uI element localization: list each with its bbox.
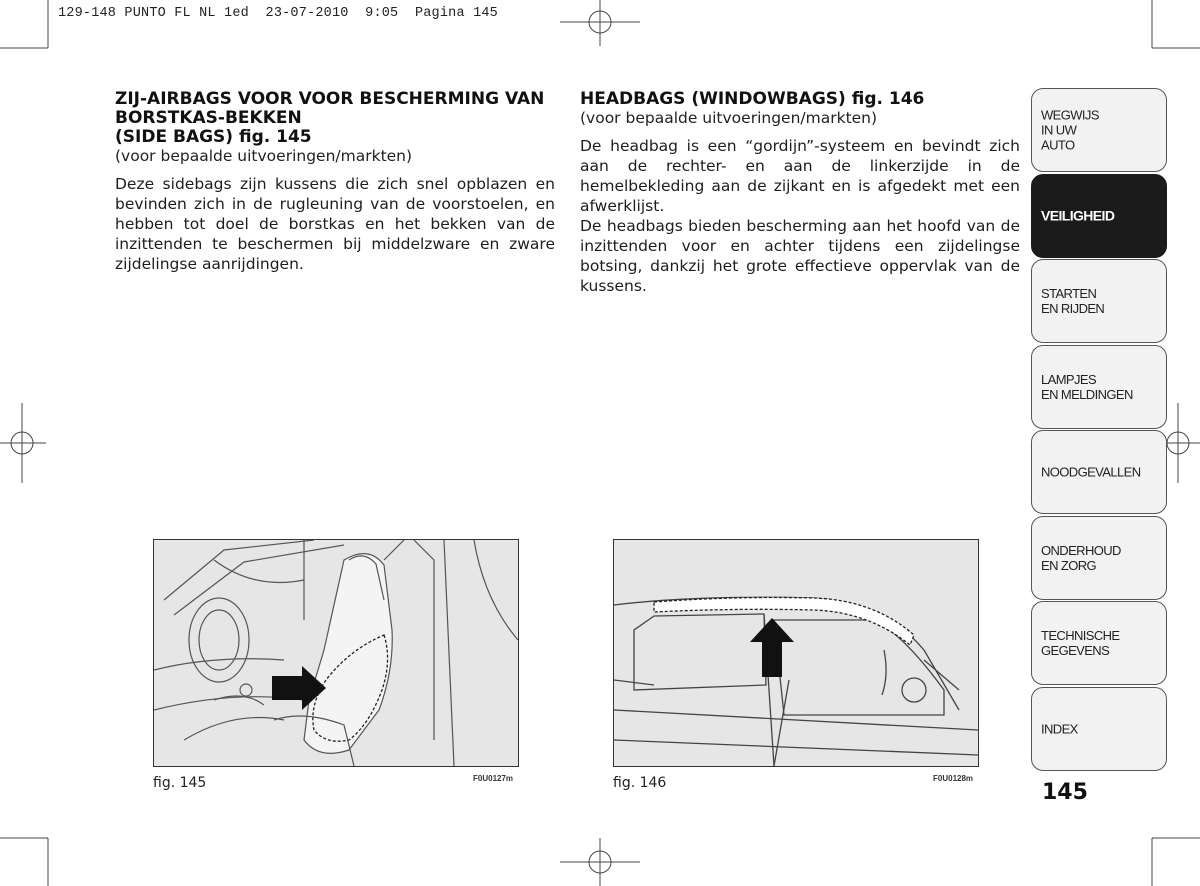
section-heading: ZIJ-AIRBAGS VOOR VOOR BESCHERMING VAN BORSTKAS-BEKKEN <box>115 89 545 128</box>
tab-onderhoud-en-zorg[interactable] <box>1031 516 1167 600</box>
section-heading-figref: (SIDE BAGS) fig. 145 <box>115 127 312 147</box>
tab-label: LAMPJES EN MELDINGEN <box>1041 371 1133 402</box>
tab-label: WEGWIJS IN UW AUTO <box>1041 107 1099 153</box>
side-bags-section <box>115 90 555 274</box>
headbag-illustration <box>614 540 978 766</box>
tab-noodgevallen[interactable] <box>1031 430 1167 514</box>
registration-mark-left <box>0 403 46 483</box>
print-slug: 129-148 PUNTO FL NL 1ed 23-07-2010 9:05 Pagina 145 <box>58 6 498 21</box>
section-subnote: (voor bepaalde uitvoeringen/markten) <box>580 109 878 127</box>
tab-label: VEILIGHEID <box>1041 207 1115 223</box>
tab-label: ONDERHOUD EN ZORG <box>1041 542 1121 573</box>
tab-label: STARTEN EN RIJDEN <box>1041 286 1105 316</box>
tab-lampjes-en-meldingen[interactable] <box>1031 345 1167 429</box>
tab-technische-gegevens[interactable] <box>1031 601 1167 685</box>
tab-index[interactable] <box>1031 687 1167 771</box>
tab-starten-en-rijden[interactable] <box>1031 259 1167 343</box>
section-heading: HEADBAGS (WINDOWBAGS) fig. 146 <box>580 89 925 109</box>
section-body: De headbags bieden bescherming aan het hoofd van de inzittenden voor en achter tijdens een zijdelingse botsing, dankzij het grote effectieve oppervlak van de kussens. <box>580 217 1020 295</box>
figure-side-airbag <box>153 539 519 767</box>
side-airbag-illustration <box>154 540 518 766</box>
headbags-section <box>580 90 1020 296</box>
figure-caption: fig. 146 <box>613 775 667 791</box>
section-subnote: (voor bepaalde uitvoeringen/markten) <box>115 147 413 165</box>
tab-label: NOODGEVALLEN <box>1041 464 1141 480</box>
tab-label: INDEX <box>1041 721 1078 736</box>
page-number: 145 <box>1042 780 1088 805</box>
registration-mark-top <box>560 0 640 46</box>
registration-mark-bottom <box>560 838 640 886</box>
figure-caption: fig. 145 <box>153 775 207 791</box>
section-body: De headbag is een “gordijn”-systeem en bevindt zich aan de rechter- en aan de linkerzijde in de hemelbekleding aan de zijkant en is afgedekt met een afwerklijst. <box>580 137 1020 215</box>
figure-code: F0U0128m <box>933 774 974 783</box>
tab-label: TECHNISCHE GEGEVENS <box>1041 628 1120 658</box>
tab-wegwijs[interactable] <box>1031 88 1167 172</box>
section-body: Deze sidebags zijn kussens die zich snel opblazen en bevinden zich in de rugleuning van de voorstoelen, en hebben tot doel de borstkas en het bekken van de inzittenden te beschermen bij middelzware en zware zijdelingse aanrijdingen. <box>115 175 555 273</box>
tab-veiligheid[interactable] <box>1031 174 1167 258</box>
figure-code: F0U0127m <box>473 774 514 783</box>
figure-headbag <box>613 539 979 767</box>
chapter-tabs <box>1031 88 1167 772</box>
